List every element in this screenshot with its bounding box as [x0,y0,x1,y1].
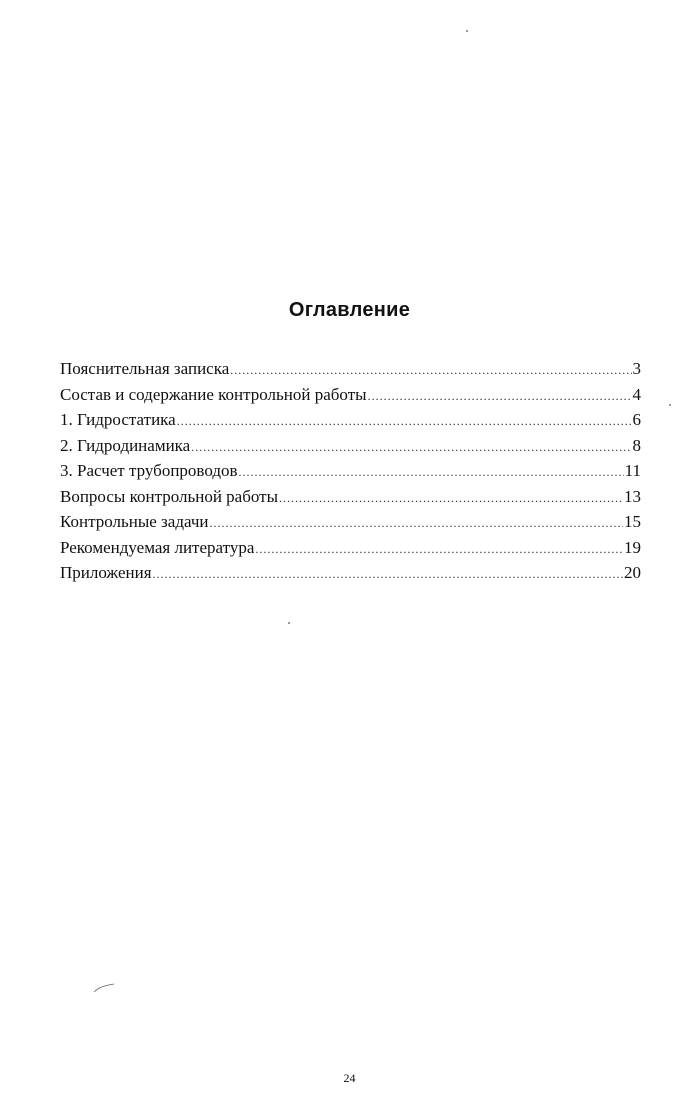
scan-scribble [92,982,116,994]
toc-entry-label: 2. Гидродинамика [60,435,191,455]
toc-leader-dots [368,384,632,410]
toc-entry-page: 4 [632,384,641,404]
toc-leader-dots [230,358,631,384]
page-title: Оглавление [288,299,411,321]
toc-entry-label: 1. Гидростатика [60,410,176,429]
toc-entry-page: 11 [624,461,641,480]
toc-entry [60,535,641,561]
toc-entry [60,433,641,459]
toc-entry-label: Вопросы контрольной работы [60,486,278,506]
toc-entry [60,509,641,535]
toc-entry-label: Рекомендуемая литература [60,537,255,557]
toc-entry-label: Приложения [60,563,152,582]
page-number: 24 [343,1071,356,1085]
toc-leader-dots [177,409,632,435]
toc-entry-label: 3. Расчет трубопроводов [60,461,238,480]
toc-leader-dots [191,435,631,461]
toc-entry-label: Пояснительная записка [60,359,230,378]
toc-entry [60,407,641,433]
toc-entry-page: 19 [624,537,641,557]
toc-entry [60,458,641,484]
toc-entry [60,484,641,510]
toc-entry-page: 15 [624,512,641,531]
toc-leader-dots [153,562,623,588]
toc-entry-label: Состав и содержание контрольной работы [60,384,367,404]
toc-entry [60,382,641,408]
toc-entry-page: 6 [632,410,641,429]
toc-entry [60,560,641,586]
toc-leader-dots [239,460,624,486]
toc-leader-dots [209,511,623,537]
toc-entry [60,356,641,382]
scan-speck [669,404,671,406]
toc-entry-label: Контрольные задачи [60,512,209,531]
table-of-contents [60,356,641,586]
toc-leader-dots [255,537,623,563]
toc-entry-page: 3 [632,359,641,378]
toc-entry-page: 13 [624,486,641,506]
scan-speck [466,30,468,32]
toc-leader-dots [279,486,623,512]
toc-entry-page: 8 [632,435,641,455]
toc-entry-page: 20 [624,563,641,582]
scan-speck [288,622,290,624]
